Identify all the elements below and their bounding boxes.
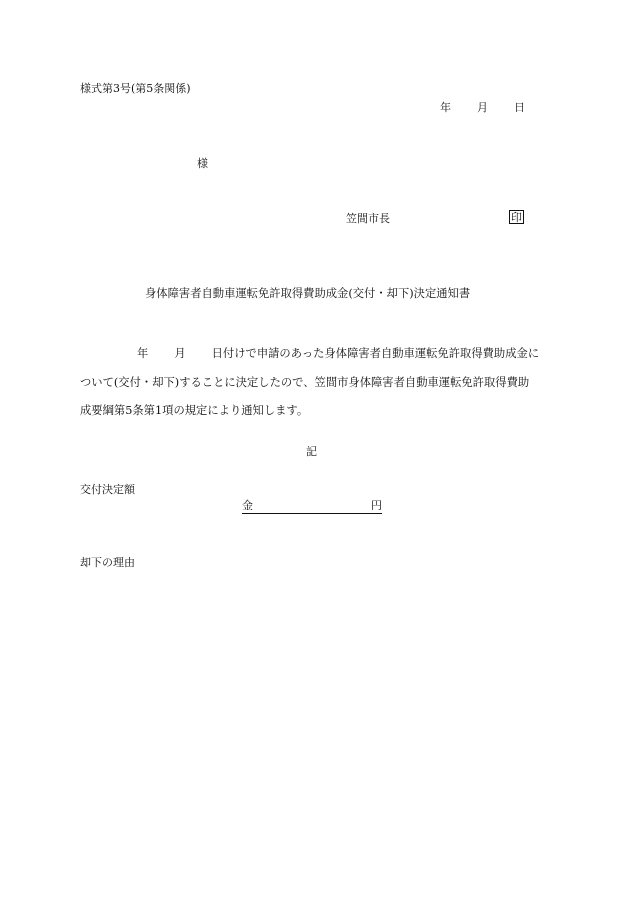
form-number: 様式第3号(第5条関係) <box>80 82 191 95</box>
rejection-reason-label: 却下の理由 <box>80 556 135 569</box>
date-day-label: 日 <box>514 101 525 114</box>
issuer-title: 笠間市長 <box>346 212 390 225</box>
date-month-label: 月 <box>477 101 488 114</box>
seal-mark: 印 <box>511 211 522 224</box>
grant-amount-label: 交付決定額 <box>80 483 135 496</box>
body-month-label: 月 <box>174 347 186 360</box>
body-year-label: 年 <box>137 347 149 360</box>
body-line-2: ついて(交付・却下)することに決定したので、笠間市身体障害者自動車運転免許取得費助 <box>80 376 530 389</box>
body-line-1-text: 日付けで申請のあった身体障害者自動車運転免許取得費助成金に <box>211 347 540 360</box>
amount-prefix: 金 <box>242 499 253 512</box>
date-line <box>440 102 525 113</box>
body-line-1 <box>137 348 539 359</box>
addressee-suffix: 様 <box>197 157 208 170</box>
document-title: 身体障害者自動車運転免許取得費助成金(交付・却下)決定通知書 <box>145 287 471 300</box>
amount-field <box>242 500 382 514</box>
ki-heading: 記 <box>306 445 317 458</box>
body-line-3: 成要綱第5条第1項の規定により通知します。 <box>80 404 309 417</box>
amount-suffix: 円 <box>371 499 382 512</box>
date-year-label: 年 <box>440 101 451 114</box>
